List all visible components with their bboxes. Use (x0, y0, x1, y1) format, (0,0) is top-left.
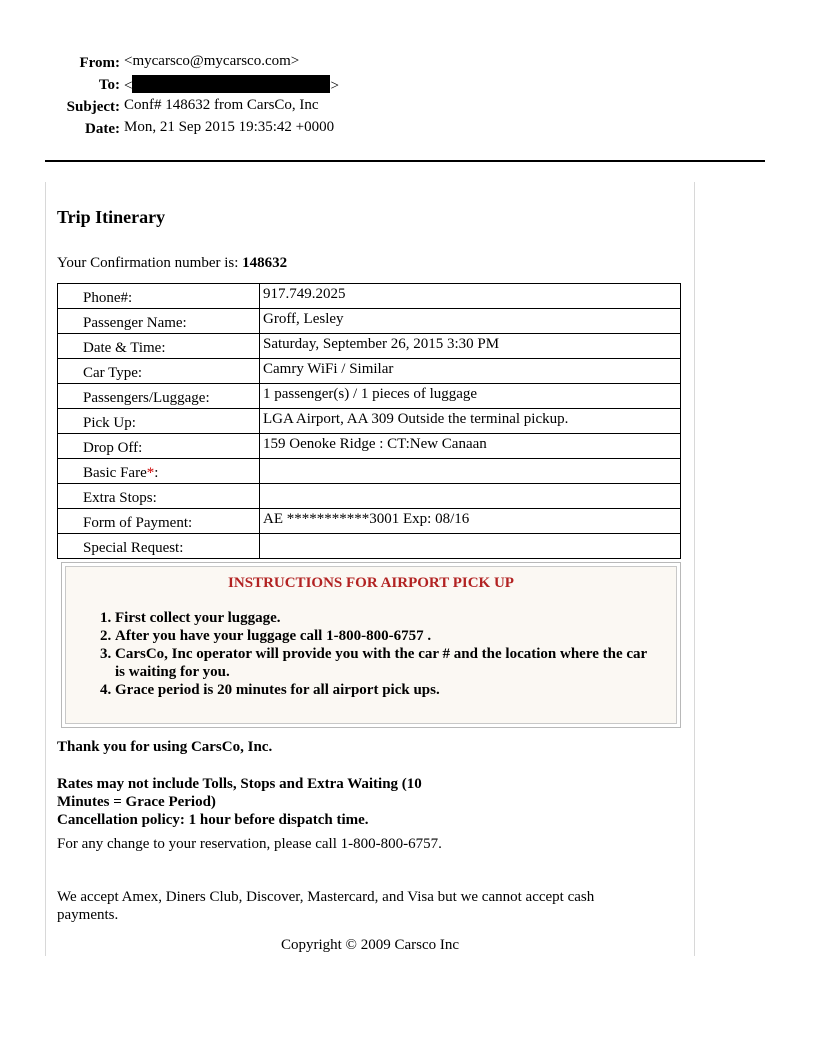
row-label: Pick Up: (58, 409, 260, 434)
row-value (260, 534, 681, 559)
table-row (58, 334, 681, 359)
copyright: Copyright © 2009 Carsco Inc (280, 937, 460, 953)
thank-you-text: Thank you for using CarsCo, Inc. (57, 739, 273, 755)
basic-fare-colon: : (154, 465, 159, 481)
redaction-bar (132, 75, 330, 93)
date-label-wrap (0, 119, 120, 139)
row-label: Extra Stops: (58, 484, 260, 509)
date-label: Date: (85, 121, 120, 137)
list-item: 1. First collect your luggage. (115, 609, 660, 627)
row-value (260, 484, 681, 509)
from-label-wrap (0, 53, 120, 73)
rates-policy (57, 775, 477, 829)
to-label: To: (98, 77, 120, 93)
row-value: Groff, Lesley (260, 309, 681, 334)
instructions-title: INSTRUCTIONS FOR AIRPORT PICK UP (228, 575, 514, 591)
list-item: 2. After you have your luggage call 1-800-800-6757 . (115, 627, 660, 645)
payment-notice: We accept Amex, Diners Club, Discover, Mastercard, and Visa but we cannot accept cash payments. (57, 889, 595, 923)
date-value: Mon, 21 Sep 2015 19:35:42 +0000 (124, 119, 335, 135)
subject-label: Subject: (66, 99, 120, 115)
row-value: 1 passenger(s) / 1 pieces of luggage (260, 384, 681, 409)
row-label: Form of Payment: (58, 509, 260, 534)
confirmation-prefix: Your Confirmation number is: (57, 255, 243, 271)
table-row (58, 534, 681, 559)
row-label: Date & Time: (58, 334, 260, 359)
table-row (58, 409, 681, 434)
to-value (124, 75, 339, 95)
row-label: Car Type: (58, 359, 260, 384)
instructions-list (115, 609, 660, 699)
row-label: Phone#: (58, 284, 260, 309)
row-value: 917.749.2025 (260, 284, 681, 309)
frame-right-border (694, 182, 695, 956)
table-row (58, 459, 681, 484)
table-row (58, 384, 681, 409)
cancellation-text: Cancellation policy: 1 hour before dispatch time. (57, 812, 369, 828)
subject-label-wrap (0, 97, 120, 117)
row-value: AE ***********3001 Exp: 08/16 (260, 509, 681, 534)
row-label: Drop Off: (58, 434, 260, 459)
list-item: 3. CarsCo, Inc operator will provide you with the car # and the location where the car is waiting for you. (115, 645, 660, 681)
from-value: <mycarsco@mycarsco.com> (124, 53, 300, 69)
row-value: 159 Oenoke Ridge : CT:New Canaan (260, 434, 681, 459)
itinerary-table (57, 283, 681, 559)
row-label: Passenger Name: (58, 309, 260, 334)
table-row (58, 359, 681, 384)
row-value: Camry WiFi / Similar (260, 359, 681, 384)
table-row (58, 509, 681, 534)
row-label: Special Request: (58, 534, 260, 559)
row-value (260, 459, 681, 484)
row-value: Saturday, September 26, 2015 3:30 PM (260, 334, 681, 359)
confirmation-line (57, 255, 287, 272)
page-title: Trip Itinerary (57, 207, 166, 227)
basic-fare-label: Basic Fare (83, 465, 147, 481)
from-label: From: (79, 55, 120, 71)
to-label-wrap (0, 75, 120, 95)
row-value: LGA Airport, AA 309 Outside the terminal pickup. (260, 409, 681, 434)
confirmation-number: 148632 (242, 255, 288, 271)
airport-instructions-box (61, 562, 681, 728)
table-row (58, 309, 681, 334)
row-label-basic-fare (58, 459, 260, 484)
table-row (58, 434, 681, 459)
frame-left-border (45, 182, 46, 956)
required-asterisk: * (146, 465, 155, 481)
header-divider (45, 160, 765, 162)
row-label: Passengers/Luggage: (58, 384, 260, 409)
change-notice: For any change to your reservation, please call 1-800-800-6757. (57, 836, 442, 852)
to-suffix: > (330, 78, 339, 94)
list-item: 4. Grace period is 20 minutes for all airport pick ups. (115, 681, 660, 699)
table-row (58, 284, 681, 309)
subject-value: Conf# 148632 from CarsCo, Inc (124, 97, 319, 113)
table-row (58, 484, 681, 509)
to-prefix: < (124, 78, 133, 94)
rates-text: Rates may not include Tolls, Stops and Extra Waiting (10 Minutes = Grace Period) (57, 776, 422, 810)
